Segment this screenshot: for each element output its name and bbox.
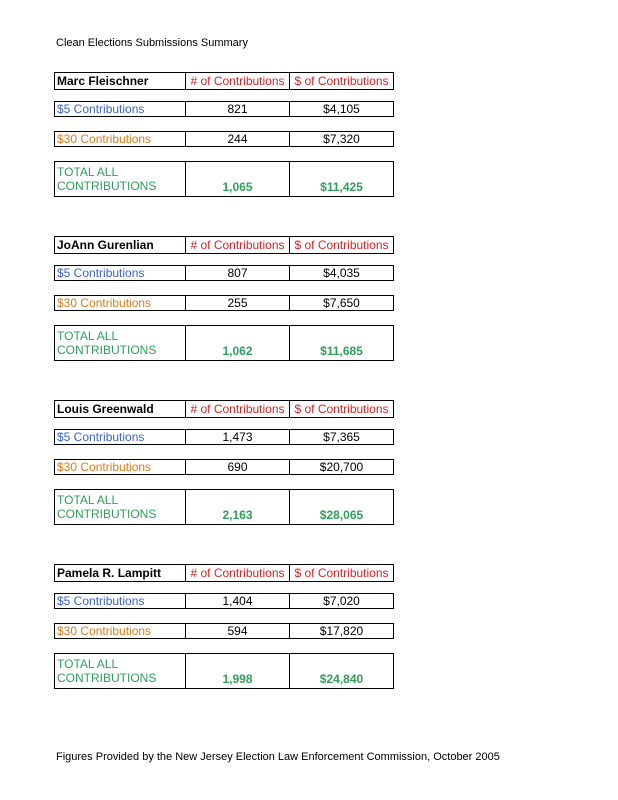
count-column-header: # of Contributions: [185, 401, 289, 417]
amount-column-header: $ of Contributions: [289, 565, 393, 581]
total-label: TOTAL ALL CONTRIBUTIONS: [57, 165, 157, 193]
five-dollar-label: $5 Contributions: [57, 102, 145, 116]
count-column-header: # of Contributions: [185, 565, 289, 581]
count-column-header: # of Contributions: [185, 73, 289, 89]
thirty-dollar-amount: $20,700: [289, 460, 393, 474]
thirty-dollar-amount: $7,320: [289, 132, 393, 146]
five-dollar-label: $5 Contributions: [57, 594, 145, 608]
total-row: [54, 489, 394, 525]
total-amount: $28,065: [289, 490, 393, 524]
thirty-dollar-count: 244: [185, 132, 289, 146]
thirty-dollar-row: [54, 131, 394, 147]
thirty-dollar-label: $30 Contributions: [57, 296, 152, 310]
five-dollar-count: 1,473: [185, 430, 289, 444]
amount-column-header: $ of Contributions: [289, 73, 393, 89]
thirty-dollar-label: $30 Contributions: [57, 624, 152, 638]
five-dollar-row: [54, 101, 394, 117]
candidate-name: JoAnn Gurenlian: [57, 238, 154, 252]
five-dollar-count: 807: [185, 266, 289, 280]
candidate-name: Louis Greenwald: [57, 402, 154, 416]
five-dollar-amount: $4,105: [289, 102, 393, 116]
total-count: 1,065: [185, 162, 289, 196]
candidate-table: [54, 400, 394, 524]
source-note: Figures Provided by the New Jersey Election Law Enforcement Commission, October 2005: [56, 751, 500, 763]
thirty-dollar-row: [54, 459, 394, 475]
thirty-dollar-amount: $17,820: [289, 624, 393, 638]
total-label: TOTAL ALL CONTRIBUTIONS: [57, 329, 157, 357]
total-amount: $11,425: [289, 162, 393, 196]
candidate-name: Marc Fleischner: [57, 74, 149, 88]
candidate-table: [54, 236, 394, 360]
five-dollar-amount: $4,035: [289, 266, 393, 280]
amount-column-header: $ of Contributions: [289, 237, 393, 253]
thirty-dollar-count: 690: [185, 460, 289, 474]
five-dollar-row: [54, 593, 394, 609]
candidate-table: [54, 72, 394, 196]
thirty-dollar-count: 255: [185, 296, 289, 310]
thirty-dollar-label: $30 Contributions: [57, 460, 152, 474]
total-amount: $11,685: [289, 326, 393, 360]
page-title: Clean Elections Submissions Summary: [56, 37, 248, 49]
total-amount: $24,840: [289, 654, 393, 688]
total-label: TOTAL ALL CONTRIBUTIONS: [57, 657, 157, 685]
total-count: 2,163: [185, 490, 289, 524]
five-dollar-amount: $7,020: [289, 594, 393, 608]
thirty-dollar-row: [54, 295, 394, 311]
total-count: 1,998: [185, 654, 289, 688]
total-row: [54, 161, 394, 197]
thirty-dollar-row: [54, 623, 394, 639]
table-header-row: [54, 400, 394, 418]
table-header-row: [54, 236, 394, 254]
amount-column-header: $ of Contributions: [289, 401, 393, 417]
five-dollar-row: [54, 265, 394, 281]
five-dollar-row: [54, 429, 394, 445]
candidate-table: [54, 564, 394, 688]
table-header-row: [54, 564, 394, 582]
total-count: 1,062: [185, 326, 289, 360]
total-label: TOTAL ALL CONTRIBUTIONS: [57, 493, 157, 521]
five-dollar-count: 1,404: [185, 594, 289, 608]
count-column-header: # of Contributions: [185, 237, 289, 253]
five-dollar-amount: $7,365: [289, 430, 393, 444]
five-dollar-label: $5 Contributions: [57, 430, 145, 444]
thirty-dollar-amount: $7,650: [289, 296, 393, 310]
thirty-dollar-label: $30 Contributions: [57, 132, 152, 146]
five-dollar-count: 821: [185, 102, 289, 116]
table-header-row: [54, 72, 394, 90]
candidate-name: Pamela R. Lampitt: [57, 566, 162, 580]
five-dollar-label: $5 Contributions: [57, 266, 145, 280]
total-row: [54, 653, 394, 689]
total-row: [54, 325, 394, 361]
thirty-dollar-count: 594: [185, 624, 289, 638]
